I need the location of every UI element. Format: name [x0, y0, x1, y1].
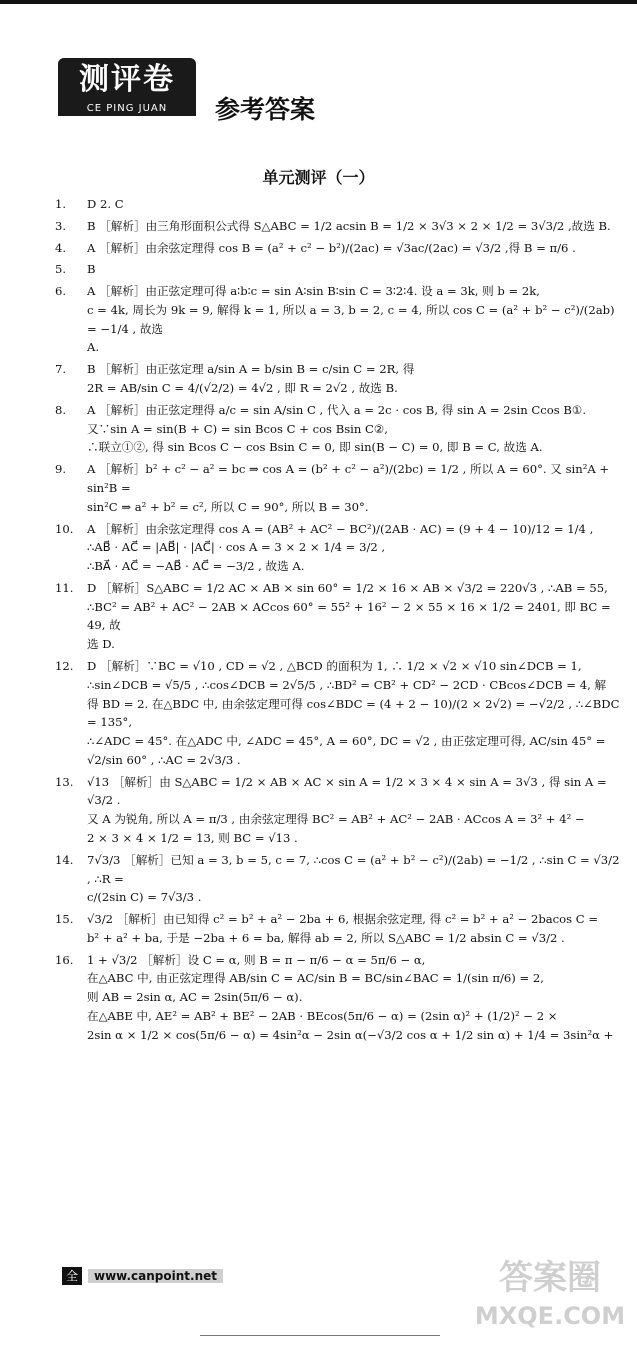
- answer-line: B: [87, 262, 96, 277]
- answer-line: 得 BD = 2. 在△BDC 中, 由余弦定理可得 cos∠BDC = (4 + 2 − 10)/(2 × 2√2) = −√2/2 , ∴∠BDC = 135°,: [87, 696, 620, 730]
- answer-number: 8.: [55, 402, 67, 417]
- answer-line: √13 ［解析］由 S△ABC = 1/2 × AB × AC × sin A = 1/2 × 3 × 4 × sin A = 3√3 , 得 sin A = √3/2 .: [87, 774, 607, 808]
- answer-line: B ［解析］由三角形面积公式得 S△ABC = 1/2 acsin B = 1/2 × 3√3 × 2 × 1/2 = 3√3/2 ,故选 B.: [87, 218, 611, 233]
- answer-item: [55, 282, 620, 357]
- answer-line: ∴联立①②, 得 sin Bcos C − cos Bsin C = 0, 即 sin(B − C) = 0, 即 B = C, 故选 A.: [87, 440, 543, 455]
- footer: [62, 1266, 223, 1286]
- answer-line: 则 AB = 2sin α, AC = 2sin(5π/6 − α).: [87, 990, 303, 1005]
- answer-text: [87, 851, 620, 907]
- answer-number: 3.: [55, 218, 67, 233]
- answer-line: A ［解析］由余弦定理得 cos A = (AB² + AC² − BC²)/(2AB · AC) = (9 + 4 − 10)/12 = 1/4 ,: [87, 521, 594, 536]
- answer-text: [87, 910, 620, 948]
- answer-line: c/(2sin C) = 7√3/3 .: [87, 890, 202, 905]
- answer-line: 又 A 为锐角, 所以 A = π/3 , 由余弦定理得 BC² = AB² + AC² − 2AB · ACcos A = 3² + 4² −: [87, 812, 585, 827]
- answer-line: ∴BC² = AB² + AC² − 2AB × ACcos 60° = 55² + 16² − 2 × 55 × 16 × 1/2 = 2401, 即 BC = 49, 故: [87, 599, 611, 633]
- answer-line: 在△ABC 中, 由正弦定理得 AB/sin C = AC/sin B = BC/sin∠BAC = 1/(sin π/6) = 2,: [87, 971, 544, 986]
- answer-text: [87, 401, 620, 457]
- answer-number: 16.: [55, 952, 74, 967]
- answer-item: [55, 910, 620, 948]
- answer-line: ∴sin∠DCB = √5/5 , ∴cos∠DCB = 2√5/5 , ∴BD² = CB² + CD² − 2CD · CBcos∠DCB = 4, 解: [87, 677, 607, 692]
- answer-number: 12.: [55, 658, 74, 673]
- bottom-rule: [200, 1335, 440, 1336]
- answer-line: D 2. C: [87, 197, 124, 211]
- logo-text: 测评卷: [58, 58, 196, 102]
- answer-line: B ［解析］由正弦定理 a/sin A = b/sin B = c/sin C = 2R, 得: [87, 362, 415, 377]
- answer-item: [55, 460, 620, 516]
- watermark-chinese: 答案圈: [499, 1258, 601, 1298]
- logo: [58, 58, 196, 116]
- section-title: 单元测评（一）: [262, 168, 375, 187]
- answer-line: D ［解析］∵BC = √10 , CD = √2 , △BCD 的面积为 1, ∴ 1/2 × √2 × √10 sin∠DCB = 1,: [87, 658, 582, 673]
- answer-item: [55, 851, 620, 907]
- answer-number: 4.: [55, 240, 67, 255]
- answer-line: A ［解析］由正弦定理得 a/c = sin A/sin C , 代入 a = 2c · cos B, 得 sin A = 2sin Ccos B①.: [87, 402, 587, 417]
- answer-line: ∴∠ADC = 45°. 在△ADC 中, ∠ADC = 45°, A = 60°, DC = √2 , 由正弦定理可得, AC/sin 45° =: [87, 734, 606, 749]
- answer-number: 11.: [55, 580, 74, 595]
- answer-text: [87, 360, 620, 398]
- answer-line: 2sin α × 1/2 × cos(5π/6 − α) = 4sin²α − 2sin α(−√3/2 cos α + 1/2 sin α) + 1/4 = 3sin²α +: [87, 1027, 614, 1042]
- answer-number: 10.: [55, 521, 74, 536]
- answer-item: [55, 239, 620, 258]
- answer-line: A ［解析］由正弦定理可得 a∶b∶c = sin A∶sin B∶sin C = 3∶2∶4. 设 a = 3k, 则 b = 2k,: [87, 284, 540, 299]
- answer-line: 1 + √3/2 ［解析］设 C = α, 则 B = π − π/6 − α = 5π/6 − α,: [87, 952, 426, 967]
- answer-number: 14.: [55, 852, 74, 867]
- answer-line: D ［解析］S△ABC = 1/2 AC × AB × sin 60° = 1/2 × 16 × AB × √3/2 = 220√3 , ∴AB = 55,: [87, 580, 608, 595]
- answer-item: [55, 360, 620, 398]
- answer-number: 15.: [55, 912, 74, 927]
- answer-item: [55, 401, 620, 457]
- answer-item: [55, 657, 620, 770]
- logo-subtitle: CE PING JUAN: [58, 102, 196, 116]
- answer-item: [55, 260, 620, 279]
- answer-line: ∴AB⃗ · AC⃗ = |AB⃗| · |AC⃗| · cos A = 3 × 2 × 1/4 = 3/2 ,: [87, 540, 386, 555]
- answer-number: 7.: [55, 362, 67, 377]
- watermark-english: MXQE.COM: [474, 1302, 626, 1330]
- answer-number: 1.: [55, 197, 67, 211]
- answer-text: [87, 282, 620, 357]
- answer-line: 7√3/3 ［解析］已知 a = 3, b = 5, c = 7, ∴cos C = (a² + b² − c²)/(2ab) = −1/2 , ∴sin C = √3/2 , ∴R =: [87, 852, 620, 886]
- answer-text: [87, 195, 620, 214]
- answer-line: b² + a² + ba, 于是 −2ba + 6 = ba, 解得 ab = 2, 所以 S△ABC = 1/2 absin C = √3/2 .: [87, 930, 565, 945]
- answer-text: [87, 579, 620, 654]
- answer-list: [55, 195, 620, 1048]
- page-title: 参考答案: [215, 95, 316, 124]
- answer-line: c = 4k, 周长为 9k = 9, 解得 k = 1, 所以 a = 3, b = 2, c = 4, 所以 cos C = (a² + b² − c²)/(2ab) = −1/4 , 故选: [87, 302, 615, 336]
- answer-item: [55, 773, 620, 848]
- watermark: [470, 1255, 630, 1345]
- answer-line: A ［解析］b² + c² − a² = bc ⇒ cos A = (b² + c² − a²)/(2bc) = 1/2 , 所以 A = 60°. 又 sin²A + sin²B =: [87, 462, 610, 495]
- answer-text: [87, 951, 620, 1045]
- answer-item: [55, 217, 620, 236]
- answer-text: [87, 520, 620, 576]
- answer-line: A ［解析］由余弦定理得 cos B = (a² + c² − b²)/(2ac) = √3ac/(2ac) = √3/2 ,得 B = π/6 .: [87, 240, 576, 255]
- answer-line: A.: [87, 340, 100, 355]
- answer-text: [87, 460, 620, 516]
- answer-line: 选 D.: [87, 637, 115, 652]
- answer-number: 5.: [55, 262, 67, 277]
- top-border-line: [0, 0, 637, 4]
- answer-text: [87, 239, 620, 258]
- answer-line: 2 × 3 × 4 × 1/2 = 13, 则 BC = √13 .: [87, 831, 298, 845]
- answer-line: ∴BA⃗ · AC⃗ = −AB⃗ · AC⃗ = −3/2 , 故选 A.: [87, 559, 305, 574]
- answer-line: sin²C ⇒ a² + b² = c², 所以 C = 90°, 所以 B = 30°.: [87, 499, 369, 514]
- footer-logo-icon: 全: [62, 1267, 82, 1285]
- answer-text: [87, 773, 620, 848]
- answer-text: [87, 260, 620, 279]
- answer-number: 13.: [55, 774, 74, 789]
- answer-number: 9.: [55, 462, 67, 477]
- answer-line: √2/sin 60° , ∴AC = 2√3/3 .: [87, 752, 241, 767]
- answer-item: [55, 951, 620, 1045]
- answer-item: [55, 520, 620, 576]
- answer-text: [87, 657, 620, 770]
- answer-line: √3/2 ［解析］由已知得 c² = b² + a² − 2ba + 6, 根据余弦定理, 得 c² = b² + a² − 2bacos C =: [87, 912, 599, 927]
- answer-number: 6.: [55, 284, 67, 299]
- footer-url: www.canpoint.net: [88, 1269, 223, 1283]
- answer-text: [87, 217, 620, 236]
- answer-line: 又∵sin A = sin(B + C) = sin Bcos C + cos Bsin C②,: [87, 421, 388, 436]
- answer-item: [55, 579, 620, 654]
- answer-item: [55, 195, 620, 214]
- answer-line: 在△ABE 中, AE² = AB² + BE² − 2AB · BEcos(5π/6 − α) = (2sin α)² + (1/2)² − 2 ×: [87, 1009, 558, 1024]
- answer-line: 2R = AB/sin C = 4/(√2/2) = 4√2 , 即 R = 2√2 , 故选 B.: [87, 381, 398, 396]
